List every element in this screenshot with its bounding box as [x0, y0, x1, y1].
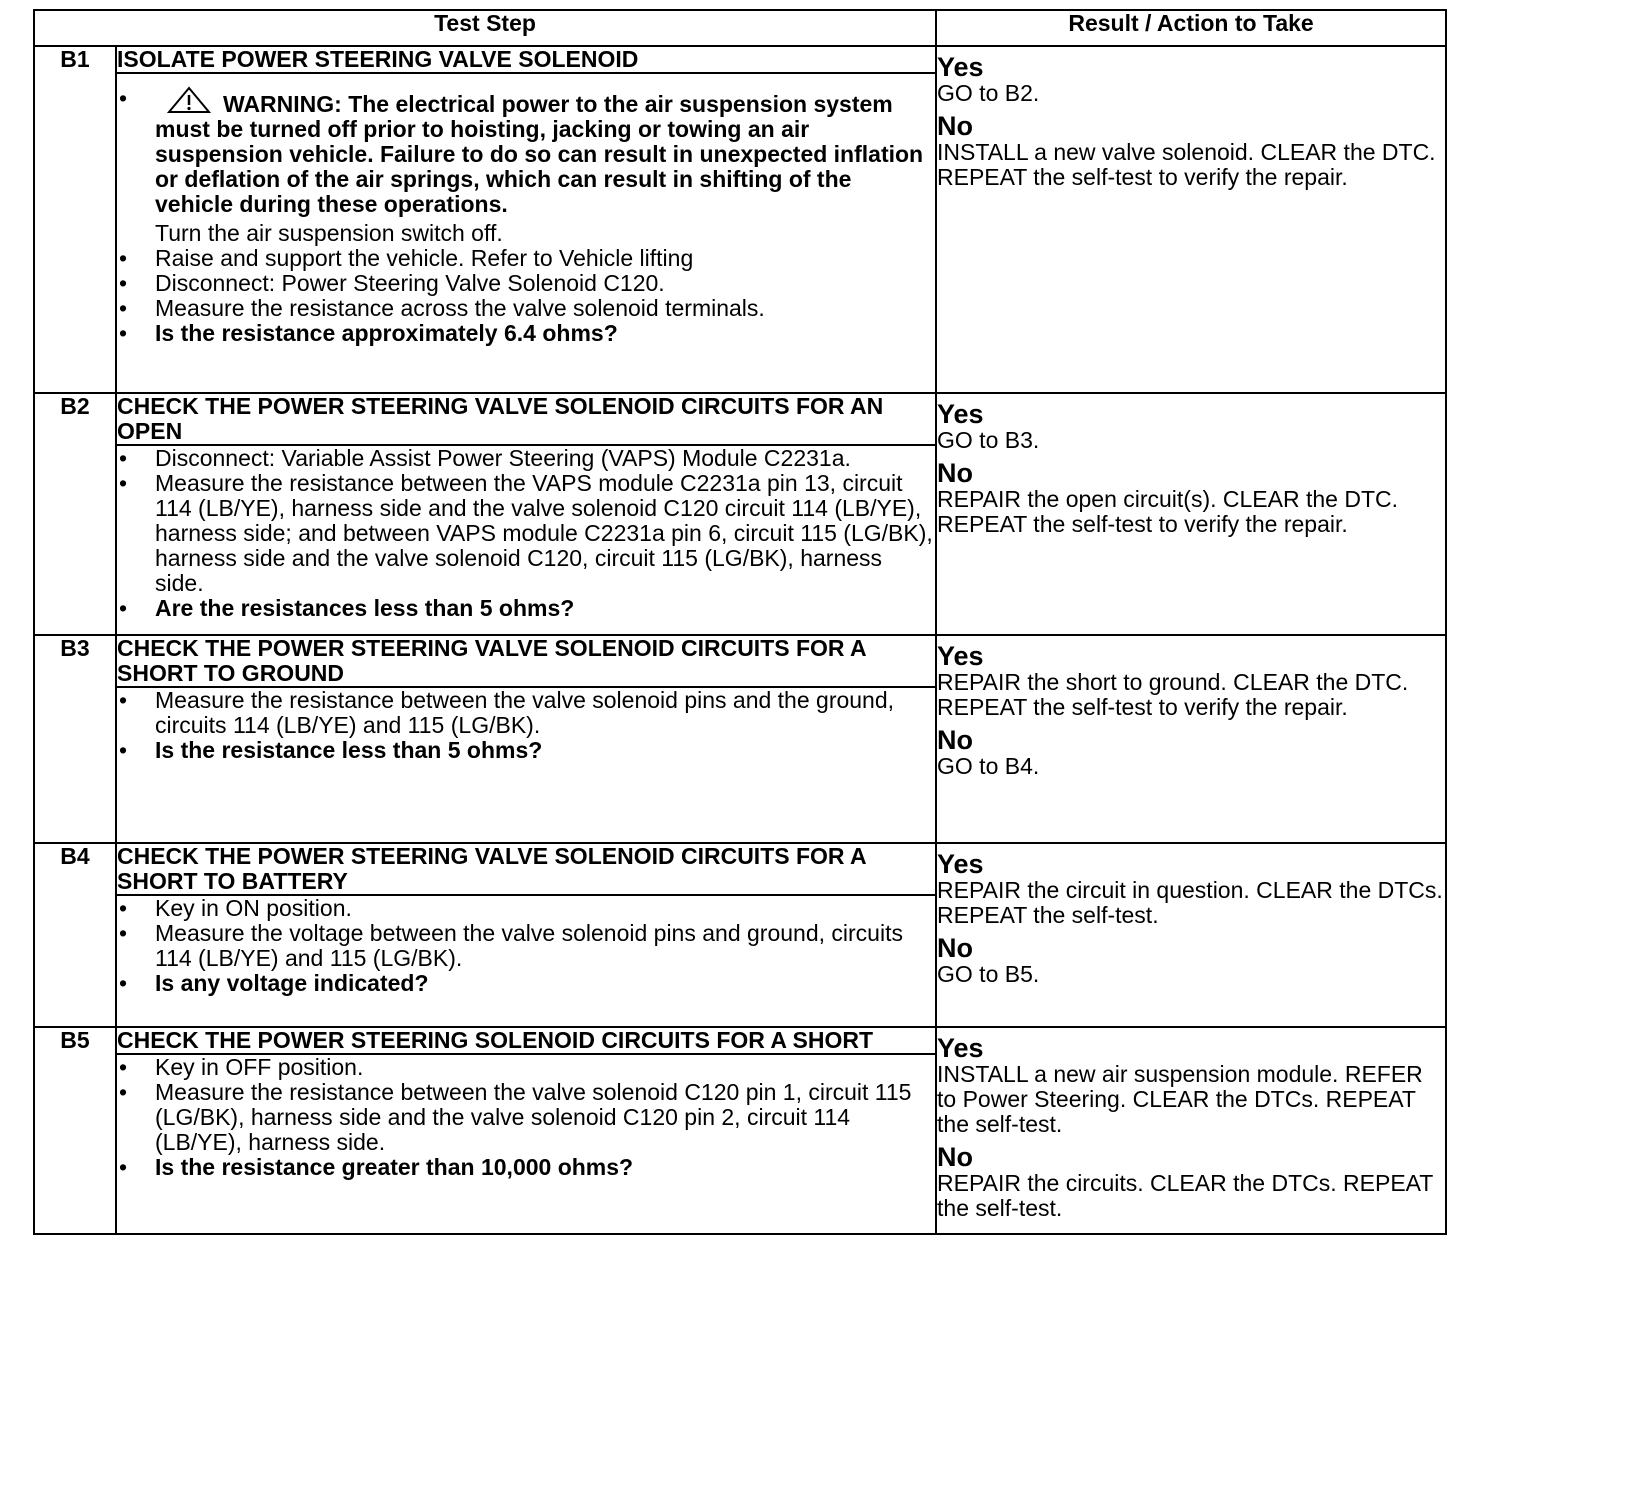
yes-action: GO to B3.	[937, 427, 1040, 453]
step-title-row	[34, 393, 1446, 445]
step-id: B3	[34, 635, 116, 843]
step-result	[936, 393, 1446, 635]
step-title: CHECK THE POWER STEERING VALVE SOLENOID CIRCUITS FOR A SHORT TO BATTERY	[116, 843, 936, 895]
yes-label: Yes	[937, 641, 984, 671]
list-item: • Key in OFF position.	[117, 1055, 935, 1080]
step-result	[936, 635, 1446, 843]
test-step-header: Test Step	[34, 10, 936, 46]
list-item: • Measure the resistance between the VAPS module C2231a pin 13, circuit 114 (LB/YE), harness side and the valve solenoid C120 circuit 114 (LB/YE), harness side; and between VAPS module C2231a pin 6, circuit 115 (LG/BK), harness side and the valve solenoid C120, circuit 115 (LG/BK), harness side.	[117, 471, 935, 596]
no-label: No	[937, 725, 974, 755]
step-id: B2	[34, 393, 116, 635]
yes-label: Yes	[937, 52, 984, 82]
step-result	[936, 46, 1446, 393]
yes-label: Yes	[937, 399, 984, 429]
step-result	[936, 1027, 1446, 1234]
yes-action: GO to B2.	[937, 80, 1040, 106]
step-id: B1	[34, 46, 116, 393]
list-item: • Disconnect: Variable Assist Power Steering (VAPS) Module C2231a.	[117, 446, 935, 471]
question-item: • Is any voltage indicated?	[117, 971, 935, 996]
step-body	[116, 445, 936, 635]
test-step-table	[33, 9, 1447, 1235]
question-item: • Is the resistance approximately 6.4 ohms?	[117, 321, 935, 346]
step-title-row	[34, 843, 1446, 895]
question-item: • Is the resistance greater than 10,000 ohms?	[117, 1155, 935, 1180]
step-result	[936, 843, 1446, 1027]
step-id: B4	[34, 843, 116, 1027]
step-title: CHECK THE POWER STEERING VALVE SOLENOID CIRCUITS FOR AN OPEN	[116, 393, 936, 445]
list-item: • Measure the resistance between the valve solenoid pins and the ground, circuits 114 (LB/YE) and 115 (LG/BK).	[117, 688, 935, 738]
step-title-row	[34, 635, 1446, 687]
step-id: B5	[34, 1027, 116, 1234]
list-item: • Disconnect: Power Steering Valve Solenoid C120.	[117, 271, 935, 296]
yes-label: Yes	[937, 849, 984, 879]
no-action: GO to B4.	[937, 753, 1040, 779]
question-item: • Is the resistance less than 5 ohms?	[117, 738, 935, 763]
list-item: • Key in ON position.	[117, 896, 935, 921]
step-items	[117, 688, 935, 763]
no-label: No	[937, 933, 974, 963]
no-label: No	[937, 111, 974, 141]
step-body	[116, 1054, 936, 1234]
warning-item	[117, 86, 935, 217]
no-action: REPAIR the circuits. CLEAR the DTCs. REPEAT the self-test.	[937, 1170, 1433, 1221]
step-title: CHECK THE POWER STEERING SOLENOID CIRCUITS FOR A SHORT	[116, 1027, 936, 1054]
question-item: • Are the resistances less than 5 ohms?	[117, 596, 935, 621]
step-title: CHECK THE POWER STEERING VALVE SOLENOID CIRCUITS FOR A SHORT TO GROUND	[116, 635, 936, 687]
no-label: No	[937, 458, 974, 488]
yes-action: REPAIR the short to ground. CLEAR the DTC. REPEAT the self-test to verify the repair.	[937, 669, 1409, 720]
yes-action: INSTALL a new air suspension module. REFER to Power Steering. CLEAR the DTCs. REPEAT the self-test.	[937, 1061, 1423, 1137]
step-title-row	[34, 1027, 1446, 1054]
no-label: No	[937, 1142, 974, 1172]
step-items	[117, 1055, 935, 1180]
result-action-header: Result / Action to Take	[936, 10, 1446, 46]
step-body	[116, 687, 936, 843]
warning-triangle-icon	[167, 86, 211, 114]
step-items	[117, 896, 935, 996]
yes-action: REPAIR the circuit in question. CLEAR the DTCs. REPEAT the self-test.	[937, 877, 1443, 928]
step-body	[116, 895, 936, 1027]
yes-label: Yes	[937, 1033, 984, 1063]
step-items	[117, 446, 935, 621]
no-action: INSTALL a new valve solenoid. CLEAR the DTC. REPEAT the self-test to verify the repair.	[937, 139, 1436, 190]
list-item: Turn the air suspension switch off.	[155, 220, 503, 246]
warning-text: WARNING: The electrical power to the air suspension system must be turned off prior to hoisting, jacking or towing an air suspension vehicle. Failure to do so can result in unexpected inflation or deflation of the air springs, which can result in shifting of the vehicle during these operations.	[155, 91, 924, 217]
step-title-row	[34, 46, 1446, 73]
table-header-row	[34, 10, 1446, 46]
list-item: • Measure the resistance across the valve solenoid terminals.	[117, 296, 935, 321]
step-title: ISOLATE POWER STEERING VALVE SOLENOID	[116, 46, 936, 73]
list-item: • Measure the voltage between the valve solenoid pins and ground, circuits 114 (LB/YE) and 115 (LG/BK).	[117, 921, 935, 971]
list-item: • Measure the resistance between the valve solenoid C120 pin 1, circuit 115 (LG/BK), harness side and the valve solenoid C120 pin 2, circuit 114 (LB/YE), harness side.	[117, 1080, 935, 1155]
no-action: REPAIR the open circuit(s). CLEAR the DTC. REPEAT the self-test to verify the repair.	[937, 486, 1399, 537]
list-item: • Raise and support the vehicle. Refer to Vehicle lifting	[117, 246, 935, 271]
step-items	[117, 86, 935, 346]
step-body	[116, 73, 936, 393]
no-action: GO to B5.	[937, 961, 1040, 987]
